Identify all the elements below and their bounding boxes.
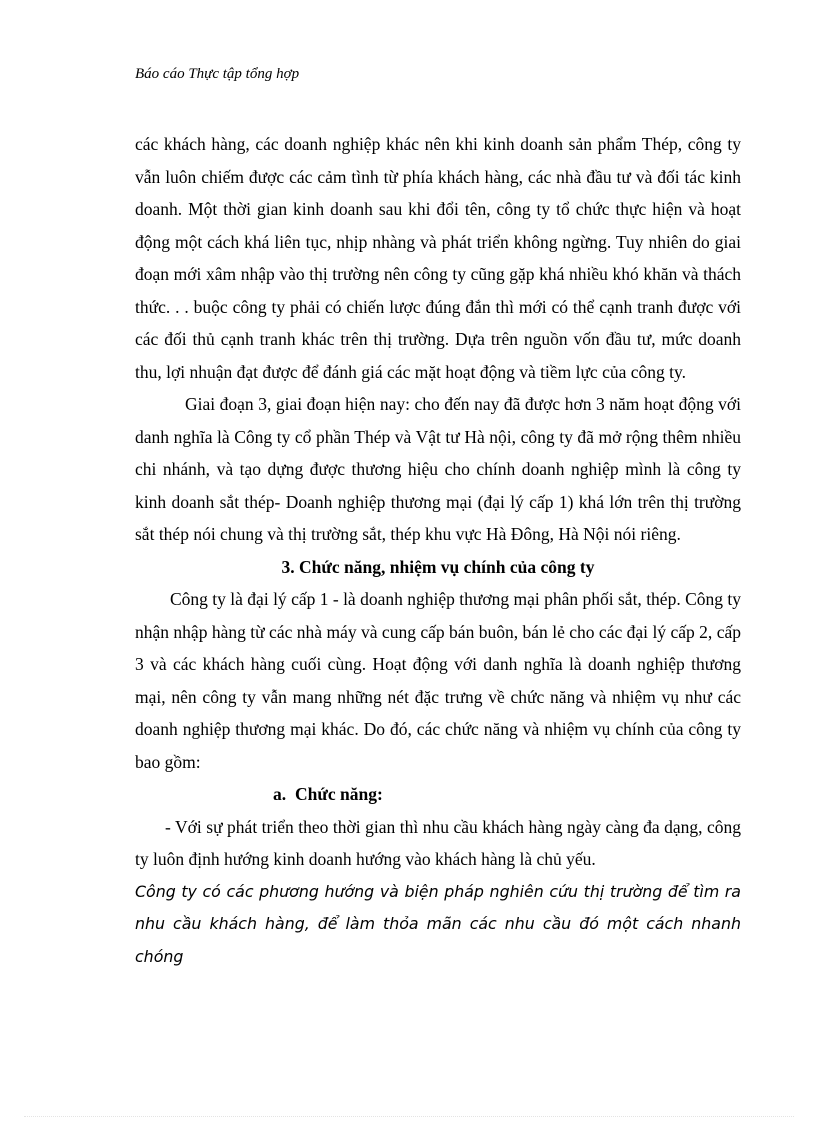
paragraph-stage-3: Giai đoạn 3, giai đoạn hiện nay: cho đến nay đã được hơn 3 năm hoạt động với danh nghĩa là Công ty cổ phần Thép và Vật tư Hà nội, công ty đã mở rộng thêm nhiều chi nhánh, và tạo dựng được thương hiệu cho chính doanh nghiệp mình là công ty kinh doanh sắt thép- Doanh nghiệp thương mại (đại lý cấp 1) khá lớn trên thị trường sắt thép nói chung và thị trường sắt, thép khu vực Hà Đông, Hà Nội nói riêng. [135,394,741,544]
subsection-marker: a. [273,784,287,804]
section-heading-functions: 3. Chức năng, nhiệm vụ chính của công ty [281,556,595,577]
bullet-paragraph-customer-needs: - Với sự phát triển theo thời gian thì nhu cầu khách hàng ngày càng đa dạng, công ty luôn định hướng kinh doanh hướng vào khách hàng là chủ yếu. [135,816,741,869]
paragraph-company-role: Công ty là đại lý cấp 1 - là doanh nghiệp thương mại phân phối sắt, thép. Công ty nhận nhập hàng từ các nhà máy và cung cấp bán buôn, bán lẻ cho các đại lý cấp 2, cấp 3 và các khách hàng cuối cùng. Hoạt động với danh nghĩa là doanh nghiệp thương mại, nên công ty vẫn mang những nét đặc trưng về chức năng và nhiệm vụ như các doanh nghiệp thương mại khác. Do đó, các chức năng và nhiệm vụ chính của công ty bao gồm: [135,589,741,772]
paragraph-company-history: các khách hàng, các doanh nghiệp khác nên khi kinh doanh sản phẩm Thép, công ty vẫn luôn chiếm được các cảm tình từ phía khách hàng, các nhà đầu tư và đối tác kinh doanh. Một thời gian kinh doanh sau khi đổi tên, công ty tổ chức thực hiện và hoạt động một cách khá liên tục, nhịp nhàng và phát triển không ngừng. Tuy nhiên do giai đoạn mới xâm nhập vào thị trường nên công ty cũng gặp khá nhiều khó khăn và thách thức. . . buộc công ty phải có chiến lược đúng đắn thì mới có thể cạnh tranh được với các đối thủ cạnh tranh khác trên thị trường. Dựa trên nguồn vốn đầu tư, mức doanh thu, lợi nhuận đạt được để đánh giá các mặt hoạt động và tiềm lực của công ty. [135,134,741,382]
subsection-heading-a [135,778,741,811]
document-body [135,128,741,973]
page-bottom-rule [24,1116,794,1117]
paragraph-market-research: Công ty có các phương hướng và biện pháp nghiên cứu thị trường để tìm ra nhu cầu khách hàng, để làm thỏa mãn các nhu cầu đó một cách nhanh chóng [135,881,741,966]
subsection-title: Chức năng: [295,784,383,804]
page-header: Báo cáo Thực tập tổng hợp [135,66,300,82]
